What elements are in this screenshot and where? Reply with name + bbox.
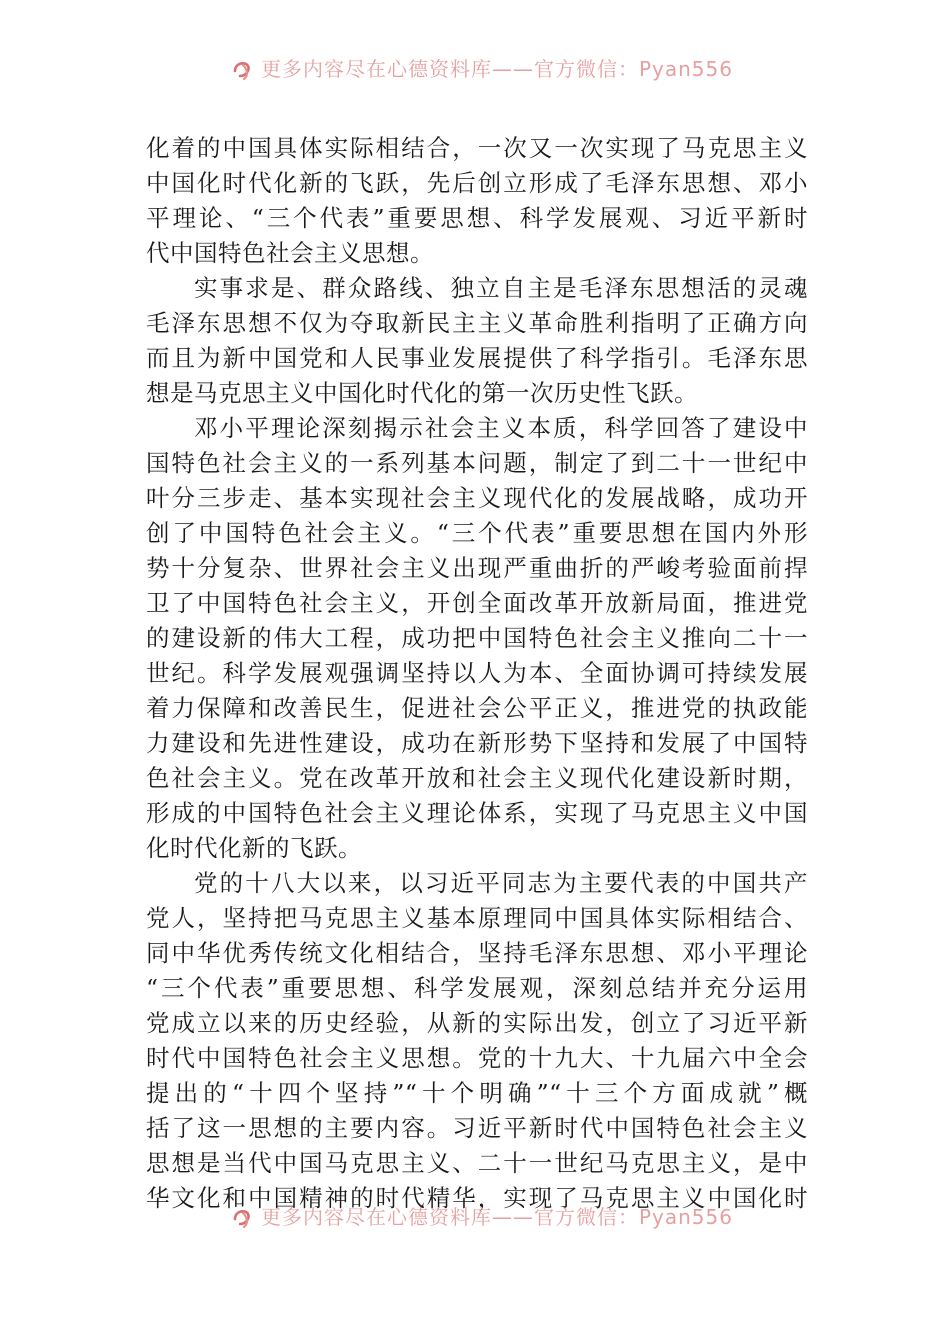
text-line: 世纪。科学发展观强调坚持以人为本、全面协调可持续发展 [146, 659, 808, 687]
text-line: 势十分复杂、世界社会主义出现严重曲折的严峻考验面前捍 [146, 554, 808, 582]
text-line: 力建设和先进性建设，成功在新形势下坚持和发展了中国特 [146, 729, 808, 757]
text-line: 形成的中国特色社会主义理论体系，实现了马克思主义中国 [146, 799, 808, 827]
watermark-text: 更多内容尽在心德资料库——官方微信：Pyan556 [260, 1205, 733, 1229]
text-line: 着力保障和改善民生，促进社会公平正义，推进党的执政能 [146, 694, 808, 722]
watermark-logo-icon [231, 1205, 255, 1229]
text-line: 化着的中国具体实际相结合，一次又一次实现了马克思主义 [146, 134, 808, 162]
text-line: 提出的“十四个坚持”“十个明确”“十三个方面成就”概 [146, 1079, 808, 1107]
text-line: 邓小平理论深刻揭示社会主义本质，科学回答了建设中 [194, 414, 808, 442]
text-line: 叶分三步走、基本实现社会主义现代化的发展战略，成功开 [146, 484, 808, 512]
footer-watermark [0, 1205, 950, 1235]
paragraph [146, 271, 808, 411]
text-line: 括了这一思想的主要内容。习近平新时代中国特色社会主义 [146, 1114, 808, 1142]
paragraph [146, 411, 808, 866]
text-line: 代中国特色社会主义思想。 [146, 239, 434, 267]
text-line: 思想是当代中国马克思主义、二十一世纪马克思主义，是中 [146, 1149, 808, 1177]
watermark-logo-icon [231, 57, 255, 81]
text-line: 实事求是、群众路线、独立自主是毛泽东思想活的灵魂 [194, 274, 808, 302]
header-watermark [0, 57, 950, 87]
text-line: “三个代表”重要思想、科学发展观，深刻总结并充分运用 [146, 974, 808, 1002]
text-line: 化时代化新的飞跃。 [146, 834, 362, 862]
document-body [146, 131, 808, 1216]
text-line: 党成立以来的历史经验，从新的实际出发，创立了习近平新 [146, 1009, 808, 1037]
text-line: 华文化和中国精神的时代精华，实现了马克思主义中国化时 [146, 1184, 808, 1212]
paragraph [146, 131, 808, 271]
text-line: 色社会主义。党在改革开放和社会主义现代化建设新时期， [146, 764, 808, 792]
text-line: 中国化时代化新的飞跃，先后创立形成了毛泽东思想、邓小 [146, 169, 808, 197]
text-line: 同中华优秀传统文化相结合，坚持毛泽东思想、邓小平理论 [146, 939, 808, 967]
text-line: 党人，坚持把马克思主义基本原理同中国具体实际相结合、 [146, 904, 808, 932]
watermark-text: 更多内容尽在心德资料库——官方微信：Pyan556 [260, 57, 733, 81]
text-line: 时代中国特色社会主义思想。党的十九大、十九届六中全会 [146, 1044, 808, 1072]
text-line: 的建设新的伟大工程，成功把中国特色社会主义推向二十一 [146, 624, 808, 652]
paragraph [146, 866, 808, 1216]
text-line: 创了中国特色社会主义。“三个代表”重要思想在国内外形 [146, 519, 808, 547]
text-line: 毛泽东思想不仅为夺取新民主主义革命胜利指明了正确方向 [146, 309, 808, 337]
text-line: 平理论、“三个代表”重要思想、科学发展观、习近平新时 [146, 204, 808, 232]
text-line: 卫了中国特色社会主义，开创全面改革开放新局面，推进党 [146, 589, 808, 617]
text-line: 党的十八大以来，以习近平同志为主要代表的中国共产 [194, 869, 808, 897]
text-line: 国特色社会主义的一系列基本问题，制定了到二十一世纪中 [146, 449, 808, 477]
text-line: 想是马克思主义中国化时代化的第一次历史性飞跃。 [146, 379, 698, 407]
text-line: 而且为新中国党和人民事业发展提供了科学指引。毛泽东思 [146, 344, 808, 372]
